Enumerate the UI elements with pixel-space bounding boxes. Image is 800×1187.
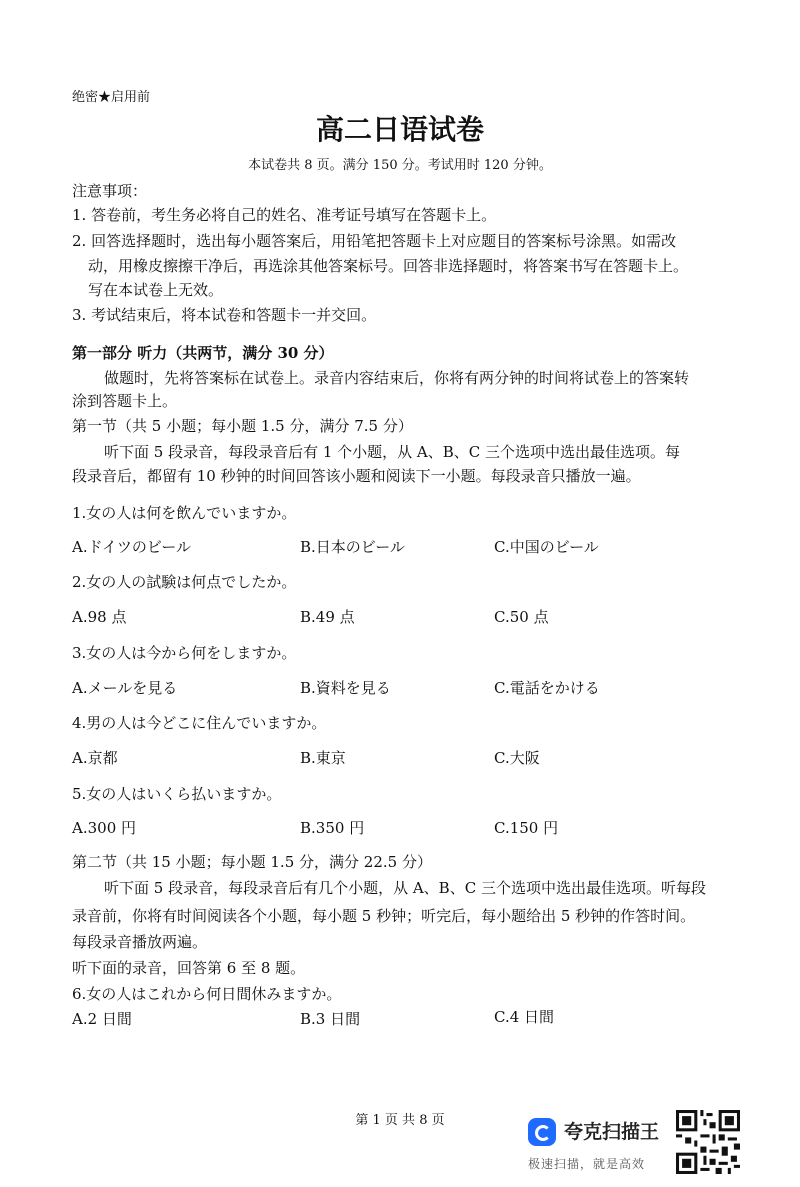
section-1-intro-line-1: 听下面 5 段录音，每段录音后有 1 个小题，从 A、B、C 三个选项中选出最佳选项。每 — [104, 443, 681, 461]
part-1-intro-line-1: 做题时，先将答案标在试卷上。录音内容结束后，你将有两分钟的时间将试卷上的答案转 — [104, 369, 690, 387]
section-2-intro-line-2: 录音前，你将有时间阅读各个小题，每小题 5 秒钟；听完后，每小题给出 5 秒钟的作答时间。 — [72, 907, 696, 925]
question-4-option-a: A.京都 — [72, 749, 118, 767]
question-6-option-c: C.4 日間 — [494, 1008, 555, 1026]
part-1-intro-line-2: 涂到答题卡上。 — [72, 392, 178, 410]
question-2-option-c: C.50 点 — [494, 608, 549, 626]
exam-info: 本试卷共 8 页。满分 150 分。考试用时 120 分钟。 — [248, 158, 552, 173]
confidential-label: 绝密★启用前 — [72, 90, 151, 105]
scanner-logo-icon — [528, 1118, 556, 1146]
question-5-option-a: A.300 円 — [72, 819, 136, 837]
note-3: 3. 考试结束后，将本试卷和答题卡一并交回。 — [72, 306, 377, 324]
scanner-watermark — [528, 1110, 800, 1187]
question-6: 6.女の人はこれから何日間休みますか。 — [72, 985, 342, 1003]
page-number: 第 1 页 共 8 页 — [355, 1113, 445, 1128]
section-1-heading: 第一节（共 5 小题；每小题 1.5 分，满分 7.5 分） — [72, 417, 413, 435]
question-5-option-b: B.350 円 — [300, 819, 365, 837]
question-1-option-a: A.ドイツのビール — [72, 538, 191, 556]
question-5-option-c: C.150 円 — [494, 819, 559, 837]
question-1-option-c: C.中国のビール — [494, 538, 599, 556]
question-1: 1.女の人は何を飲んでいますか。 — [72, 504, 297, 522]
question-5: 5.女の人はいくら払いますか。 — [72, 785, 282, 803]
note-2-line-3: 写在本试卷上无效。 — [88, 281, 224, 299]
qr-code-icon — [676, 1110, 740, 1174]
question-3: 3.女の人は今から何をしますか。 — [72, 644, 297, 662]
notes-heading: 注意事项： — [72, 182, 148, 200]
question-6-option-b: B.3 日間 — [300, 1010, 361, 1028]
section-2-intro-line-1: 听下面 5 段录音，每段录音后有几个小题，从 A、B、C 三个选项中选出最佳选项。听每段 — [104, 879, 706, 897]
question-1-option-b: B.日本のビール — [300, 538, 405, 556]
question-6-option-a: A.2 日間 — [72, 1010, 132, 1028]
section-2-heading: 第二节（共 15 小题；每小题 1.5 分，满分 22.5 分） — [72, 853, 432, 871]
listen-instruction: 听下面的录音，回答第 6 至 8 题。 — [72, 959, 306, 977]
watermark-slogan: 极速扫描，就是高效 — [528, 1157, 646, 1171]
section-2-intro-line-3: 每段录音播放两遍。 — [72, 933, 208, 951]
page-title: 高二日语试卷 — [315, 113, 484, 146]
question-4-option-b: B.東京 — [300, 749, 346, 767]
note-2-line-1: 2. 回答选择题时，选出每小题答案后，用铅笔把答题卡上对应题目的答案标号涂黑。如需改 — [72, 232, 677, 250]
question-3-option-c: C.電話をかける — [494, 679, 600, 697]
question-4: 4.男の人は今どこに住んでいますか。 — [72, 714, 327, 732]
question-2-option-b: B.49 点 — [300, 608, 355, 626]
question-3-option-a: A.メールを見る — [72, 679, 178, 697]
question-4-option-c: C.大阪 — [494, 749, 540, 767]
watermark-brand: 夸克扫描王 — [564, 1121, 660, 1143]
question-2: 2.女の人の試験は何点でしたか。 — [72, 573, 297, 591]
part-1-heading: 第一部分 听力（共两节，满分 30 分） — [72, 344, 334, 362]
question-3-option-b: B.資料を見る — [300, 679, 391, 697]
note-1: 1. 答卷前，考生务必将自己的姓名、准考证号填写在答题卡上。 — [72, 206, 497, 224]
section-1-intro-line-2: 段录音后，都留有 10 秒钟的时间回答该小题和阅读下一小题。每段录音只播放一遍。 — [72, 467, 641, 485]
question-2-option-a: A.98 点 — [72, 608, 127, 626]
note-2-line-2: 动，用橡皮擦擦干净后，再选涂其他答案标号。回答非选择题时，将答案书写在答题卡上。 — [88, 257, 689, 275]
